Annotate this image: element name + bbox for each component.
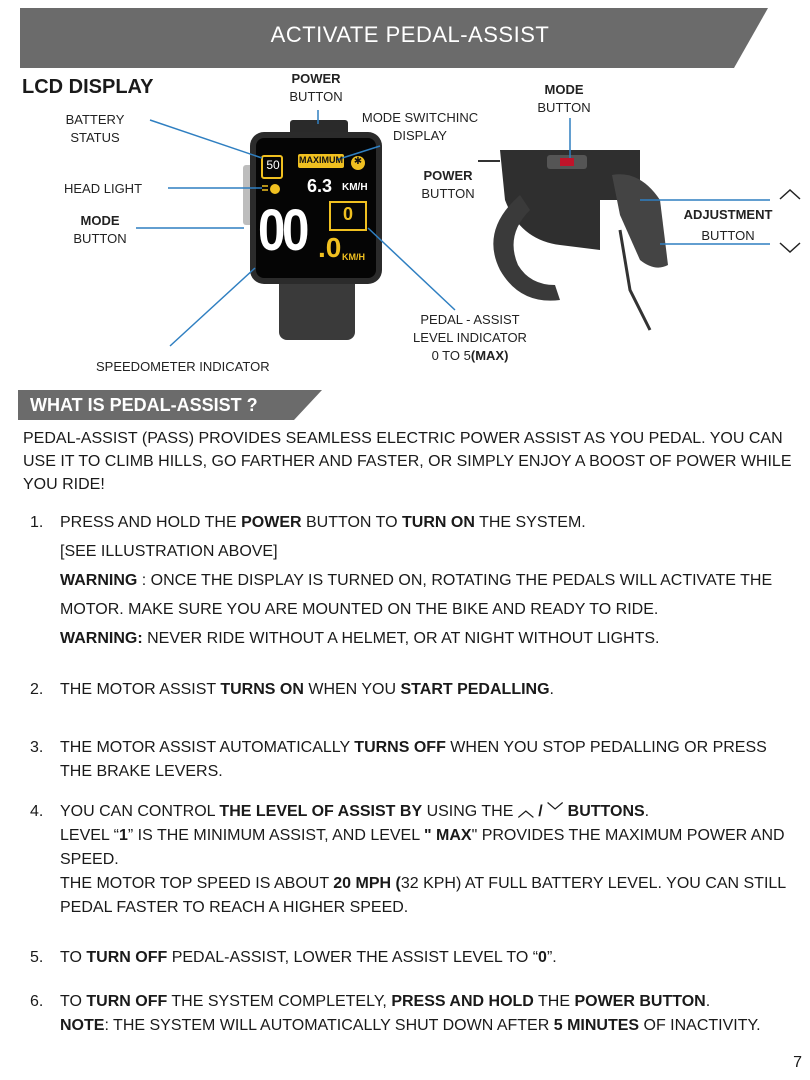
step-text: THE MOTOR ASSIST AUTOMATICALLY TURNS OFF WHEN YOU STOP PEDALLING OR PRESS THE BRAKE LEVERS. (60, 739, 767, 780)
step-text: TO TURN OFF THE SYSTEM COMPLETELY, PRESS AND HOLD THE POWER BUTTON. NOTE: THE SYSTEM WILL AUTOMATICALLY SHUT DOWN AFTER 5 MINUTES OF INACTIVITY. (60, 993, 761, 1034)
step-number: 6. (30, 993, 44, 1010)
assist-level-value: 0 (342, 204, 353, 224)
battery-value: 50 (266, 158, 280, 172)
pedal-assist-indicator-label: PEDAL - ASSIST LEVEL INDICATOR 0 TO 5(MAX) (413, 312, 527, 363)
big-speed: 00 (258, 198, 307, 263)
remote-illustration (478, 150, 668, 330)
step-text: YOU CAN CONTROL THE LEVEL OF ASSIST BY USING THE ︿ / ﹀ BUTTONS. LEVEL “1” IS THE MINIMUM ASSIST, AND LEVEL " MAX" PROVIDES THE MAXIMUM POWER AND SPEED. THE MOTOR TOP SPEED IS ABOUT 20 MPH (32 KPH) AT FULL BATTERY LEVEL. YOU CAN STILL PEDAL FASTER TO REACH A HIGHER SPEED. (60, 803, 786, 916)
chevron-down-icon (780, 243, 800, 252)
step-text: TO TURN OFF PEDAL-ASSIST, LOWER THE ASSIST LEVEL TO “0”. (60, 949, 557, 966)
speed-decimal: .0 (318, 232, 342, 263)
bluetooth-icon: ✱ (353, 156, 363, 167)
step-text: PRESS AND HOLD THE POWER BUTTON TO TURN ON THE SYSTEM. [SEE ILLUSTRATION ABOVE] WARNING : ONCE THE DISPLAY IS TURNED ON, ROTATING THE PEDALS WILL ACTIVATE THE MOTOR. MAKE SURE YOU ARE MOUNTED ON THE BIKE AND READY TO RIDE. WARNING: NEVER RIDE WITHOUT A HELMET, OR AT NIGHT WITHOUT LIGHTS. (60, 514, 773, 647)
speedometer-indicator-label: SPEEDOMETER INDICATOR (96, 359, 270, 374)
step-number: 1. (30, 514, 44, 531)
power-button-label-top: POWER BUTTON (289, 71, 343, 104)
page-title: ACTIVATE PEDAL-ASSIST (270, 22, 550, 47)
section-title: WHAT IS PEDAL-ASSIST ? (30, 395, 258, 415)
step-number: 2. (30, 681, 44, 698)
step-number: 5. (30, 949, 44, 966)
trip-speed: 6.3 (307, 176, 333, 196)
mode-switching-display-label: MODE SWITCHINC DISPLAY (361, 110, 479, 143)
chevron-up-icon (780, 190, 800, 199)
step-number: 4. (30, 803, 44, 820)
intro-paragraph: PEDAL-ASSIST (PASS) PROVIDES SEAMLESS ELECTRIC POWER ASSIST AS YOU PEDAL. YOU CAN USE IT TO CLIMB HILLS, GO FARTHER AND FASTER, OR SIMPLY ENJOY A BOOST OF POWER WHILE YOU RIDE! (23, 430, 792, 493)
step-text: THE MOTOR ASSIST TURNS ON WHEN YOU START PEDALLING. (60, 681, 554, 698)
mode-label: MAXIMUM (299, 155, 343, 165)
mode-button-label-left: MODE BUTTON (73, 213, 127, 246)
trip-unit: KM/H (342, 182, 368, 193)
battery-status-label: BATTERY STATUS (65, 112, 125, 145)
speed-unit: KM/H (342, 252, 365, 262)
step-number: 3. (30, 739, 44, 756)
power-button-label-mid: POWER BUTTON (421, 168, 475, 201)
lcd-display-heading: LCD DISPLAY (22, 76, 154, 98)
page-number: 7 (793, 1054, 802, 1071)
head-light-label: HEAD LIGHT (64, 181, 143, 196)
adjustment-button-label: ADJUSTMENT BUTTON (683, 207, 773, 243)
mode-button-label-right: MODE BUTTON (537, 82, 591, 115)
